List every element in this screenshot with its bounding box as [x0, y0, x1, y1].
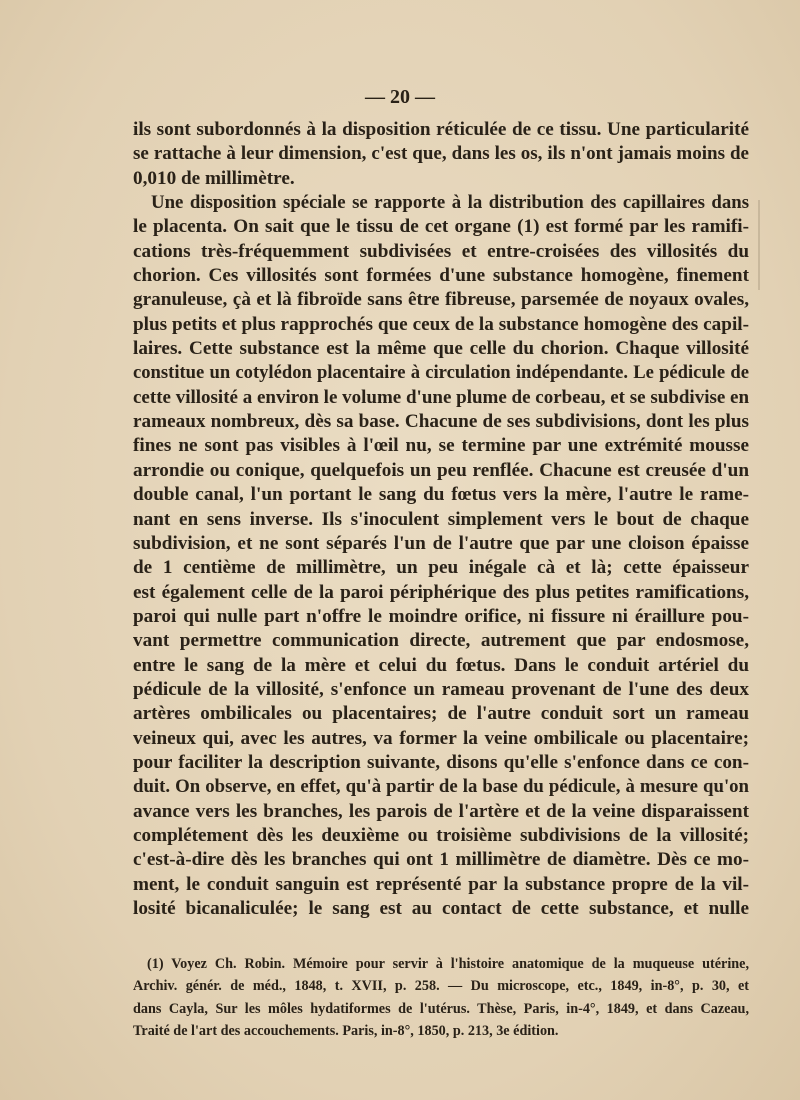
text-line: losité bicanaliculée; le sang est au contact de cette substance, et nulle: [133, 898, 749, 919]
text-line: pédicule de la villosité, s'enfonce un rameau provenant de l'une des deux: [133, 678, 749, 700]
text-line: chorion. Ces villosités sont formées d'une substance homogène, finement: [133, 265, 749, 287]
text-line: Une disposition spéciale se rapporte à la distribution des capillaires dans: [151, 192, 749, 214]
text-line: laires. Cette substance est la même que celle du chorion. Chaque villosité: [133, 338, 749, 360]
body-text: [133, 118, 749, 921]
text-line: de 1 centième de millimètre, un peu inégale cà et là; cette épaisseur: [133, 557, 749, 579]
text-line: granuleuse, çà et là fibroïde sans être fibreuse, parsemée de noyaux ovales,: [133, 289, 749, 311]
text-line: pour faciliter la description suivante, disons qu'elle s'enfonce dans ce con-: [133, 751, 749, 773]
text-line: est également celle de la paroi périphérique des plus petites ramifications,: [133, 581, 749, 603]
footnote-line: dans Cayla, Sur les môles hydatiformes de l'utérus. Thèse, Paris, in-4°, 1849, et dans Cazeau,: [133, 1000, 749, 1017]
text-line: artères ombilicales ou placentaires; de l'autre conduit sort un rameau: [133, 703, 749, 725]
page-edge-shadow: [758, 200, 760, 290]
footnote-line: (1) Voyez Ch. Robin. Mémoire pour servir à l'histoire anatomique de la muqueuse utérine,: [147, 956, 749, 972]
text-line: nant en sens inverse. Ils s'inoculent simplement vers le bout de chaque: [133, 508, 749, 530]
text-line: constitue un cotylédon placentaire à circulation indépendante. Le pédicule de: [133, 362, 749, 384]
text-line: double canal, l'un portant le sang du fœtus vers la mère, l'autre le rame-: [133, 484, 749, 506]
text-line: arrondie ou conique, quelquefois un peu renflée. Chacune est creusée d'un: [133, 459, 749, 481]
text-line: veineux qui, avec les autres, va former la veine ombilicale ou placentaire;: [133, 727, 749, 749]
text-line: complétement dès les deuxième ou troisième subdivisions de la villosité;: [133, 824, 749, 846]
text-line: plus petits et plus rapprochés que ceux de la substance homogène des capil-: [133, 313, 749, 335]
text-line: entre le sang de la mère et celui du fœtus. Dans le conduit artériel du: [133, 654, 749, 676]
text-line: c'est-à-dire dès les branches qui ont 1 millimètre de diamètre. Dès ce mo-: [133, 849, 749, 871]
text-line: subdivision, et ne sont séparés l'un de l'autre que par une cloison épaisse: [133, 532, 749, 554]
text-line: vant permettre communication directe, autrement que par endosmose,: [133, 630, 749, 652]
text-line: 0,010 de millimètre.: [133, 167, 295, 189]
text-line: avance vers les branches, les parois de l'artère et de la veine disparaissent: [133, 800, 749, 822]
text-line: paroi qui nulle part n'offre le moindre orifice, ni fissure ni éraillure pou-: [133, 605, 749, 627]
footnote-line: Traité de l'art des accouchements. Paris, in-8°, 1850, p. 213, 3e édition.: [133, 1022, 559, 1039]
text-line: cations très-fréquemment subdivisées et entre-croisées des villosités du: [133, 240, 749, 262]
footnote-line: Archiv. génér. de méd., 1848, t. XVII, p. 258. — Du microscope, etc., 1849, in-8°, p. 30, et: [133, 978, 749, 995]
text-line: duit. On observe, en effet, qu'à partir de la base du pédicule, à mesure qu'on: [133, 776, 749, 798]
text-line: se rattache à leur dimension, c'est que, dans les os, ils n'ont jamais moins de: [133, 143, 749, 165]
footnotes: [133, 953, 749, 1042]
text-line: fines ne sont pas visibles à l'œil nu, se termine par une extrémité mousse: [133, 435, 749, 457]
text-line: ment, le conduit sanguin est représenté par la substance propre de la vil-: [133, 873, 749, 895]
page-number: — 20 —: [365, 86, 435, 108]
text-line: cette villosité a environ le volume d'une plume de corbeau, et se subdivise en: [133, 386, 750, 408]
text-line: rameaux nombreux, dès sa base. Chacune de ses subdivisions, dont les plus: [133, 411, 749, 433]
text-line: le placenta. On sait que le tissu de cet organe (1) est formé par les ramifi-: [133, 216, 749, 238]
text-line: ils sont subordonnés à la disposition réticulée de ce tissu. Une particularité: [133, 119, 749, 140]
